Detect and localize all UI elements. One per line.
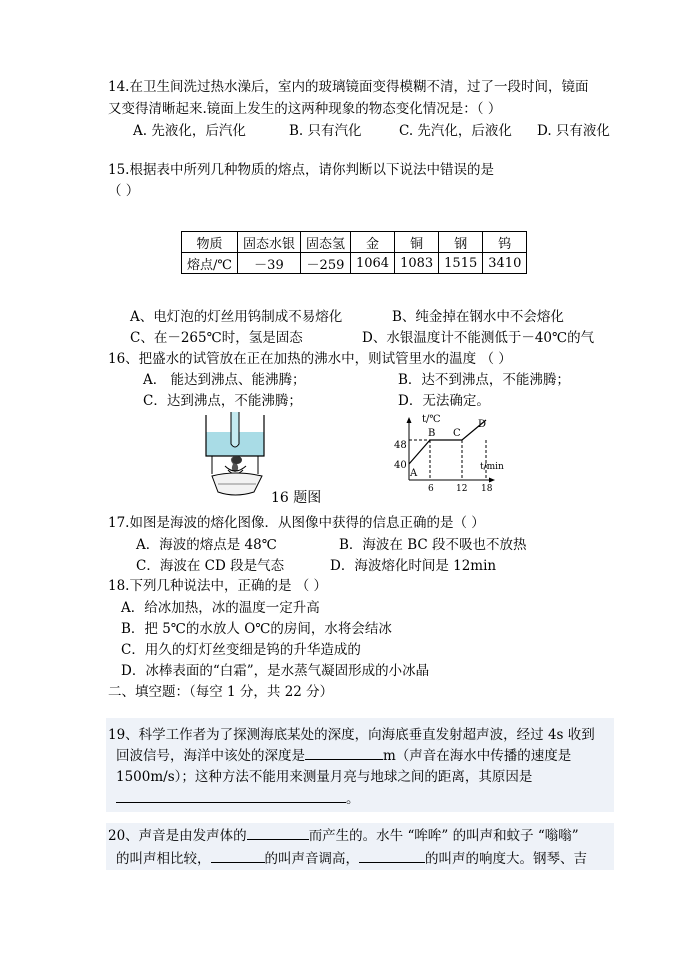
table-cell: 固态水银 <box>237 232 300 253</box>
q20-text: 的叫声相比较， <box>116 851 211 867</box>
q20-text: 而产生的。水牛 “哞哞” 的叫声和蚊子 “嗡嗡” <box>308 828 579 844</box>
q16-figure-caption: 16 题图 <box>271 490 322 506</box>
melting-curve <box>409 420 486 464</box>
q15-line1: 15.根据表中所列几种物质的熔点，请你判断以下说法中错误的是 <box>108 162 494 178</box>
y-axis-label: t/℃ <box>422 414 441 425</box>
q16-line1: 16、把盛水的试管放在正在加热的沸水中，则试管里水的温度 （ ） <box>108 351 512 367</box>
q14-option-c: C. 先汽化，后液化 <box>399 123 512 139</box>
x-tick-18: 18 <box>481 484 493 494</box>
q15-option-a: A、电灯泡的灯丝用钨制成不易熔化 <box>130 309 343 325</box>
x-axis-arrow <box>489 478 495 483</box>
q20-line2 <box>116 849 587 869</box>
table-row <box>182 253 527 274</box>
answer-blank[interactable] <box>305 747 383 760</box>
x-tick-6: 6 <box>428 484 434 494</box>
test-tube-in-beaker-figure <box>200 412 275 504</box>
q15-option-d: D、水银温度计不能测低于－40℃的气 <box>362 330 595 346</box>
point-d-label: D <box>478 419 487 430</box>
y-tick-48: 48 <box>394 440 407 451</box>
table-cell: －39 <box>237 253 300 274</box>
q19-line2 <box>116 746 571 766</box>
answer-blank[interactable] <box>211 850 265 863</box>
q16-option-b: B．达不到沸点，不能沸腾； <box>398 372 570 388</box>
q14-option-a: A. 先液化，后汽化 <box>133 123 246 139</box>
q19-text: 回波信号，海洋中该处的深度是 <box>116 748 305 764</box>
table-cell: －259 <box>300 253 350 274</box>
q14-option-b: B. 只有汽化 <box>289 123 362 139</box>
q20-text: 20、声音是由发声体的 <box>108 828 247 844</box>
y-tick-40: 40 <box>394 460 407 471</box>
table-cell: 1064 <box>350 253 394 274</box>
q20-text: 的叫声音调高， <box>264 851 359 867</box>
point-a-label: A <box>410 468 418 479</box>
q17-option-b: B．海波在 BC 段不吸也不放热 <box>339 537 527 553</box>
melting-graph <box>388 414 516 494</box>
q17-option-c: C．海波在 CD 段是气态 <box>136 558 285 574</box>
table-cell: 铜 <box>395 232 439 253</box>
q17-option-a: A．海波的熔点是 48℃ <box>136 537 277 553</box>
q18-option-a: A．给冰加热，冰的温度一定升高 <box>121 600 320 616</box>
q15-option-b: B、纯金掉在钢水中不会熔化 <box>392 309 564 325</box>
q14-line1: 14.在卫生间洗过热水澡后，室内的玻璃镜面变得模糊不清，过了一段时间，镜面 <box>108 79 589 95</box>
table-cell: 固态氢 <box>300 232 350 253</box>
answer-blank[interactable] <box>359 850 425 863</box>
q18-option-b: B．把 5℃的水放人 O℃的房间，水将会结冰 <box>121 621 392 637</box>
x-tick-12: 12 <box>456 484 468 494</box>
q17-option-d: D．海波熔化时间是 12min <box>330 558 497 574</box>
table-cell: 熔点/℃ <box>182 253 238 274</box>
point-c-label: C <box>453 428 461 439</box>
x-axis-label: t/min <box>480 462 504 472</box>
test-tube <box>231 412 239 447</box>
q17-line1: 17.如图是海波的熔化图像．从图像中获得的信息正确的是（ ） <box>108 515 485 531</box>
q18-option-d: D．冰棒表面的“白霜”，是水蒸气凝固形成的小冰晶 <box>121 663 430 679</box>
q19-text: m（声音在海水中传播的速度是 <box>383 748 572 764</box>
q19-line3: 1500m/s）；这种方法不能用来测量月亮与地球之间的距离，其原因是 <box>116 769 533 785</box>
q19-text: 。 <box>346 791 360 807</box>
q16-option-d: D．无法确定。 <box>398 393 490 409</box>
q16-option-c: C．达到沸点，不能沸腾； <box>143 393 302 409</box>
table-cell: 钨 <box>483 232 527 253</box>
melting-point-table <box>181 231 527 274</box>
q20-line1 <box>108 826 579 846</box>
q18-line1: 18.下列几种说法中，正确的是 （ ） <box>108 578 328 594</box>
table-cell: 1515 <box>439 253 483 274</box>
answer-blank[interactable] <box>116 790 346 803</box>
section-heading: 二、填空题：（每空 1 分，共 22 分） <box>108 684 334 700</box>
table-cell: 物质 <box>182 232 238 253</box>
q14-line2: 又变得清晰起来.镜面上发生的这两种现象的物态变化情况是：（ ） <box>108 101 502 117</box>
table-cell: 钢 <box>439 232 483 253</box>
q14-option-d: D. 只有液化 <box>537 123 610 139</box>
table-cell: 3410 <box>483 253 527 274</box>
burner-head <box>232 456 242 464</box>
point-b-label: B <box>428 428 436 439</box>
y-axis-arrow <box>407 417 412 423</box>
q20-text: 的叫声的响度大。钢琴、吉 <box>425 851 587 867</box>
q15-option-c: C、在－265℃时，氢是固态 <box>130 330 303 346</box>
table-cell: 金 <box>350 232 394 253</box>
q19-line1: 19、科学工作者为了探测海底某处的深度，向海底垂直发射超声波，经过 4s 收到 <box>108 727 595 743</box>
table-cell: 1083 <box>395 253 439 274</box>
q16-option-a: A． 能达到沸点、能沸腾； <box>143 372 306 388</box>
q15-line2: （ ） <box>108 183 140 199</box>
q19-line4 <box>116 789 360 809</box>
answer-blank[interactable] <box>247 827 309 840</box>
table-row <box>182 232 527 253</box>
q18-option-c: C．用久的灯灯丝变细是钨的升华造成的 <box>121 642 361 658</box>
